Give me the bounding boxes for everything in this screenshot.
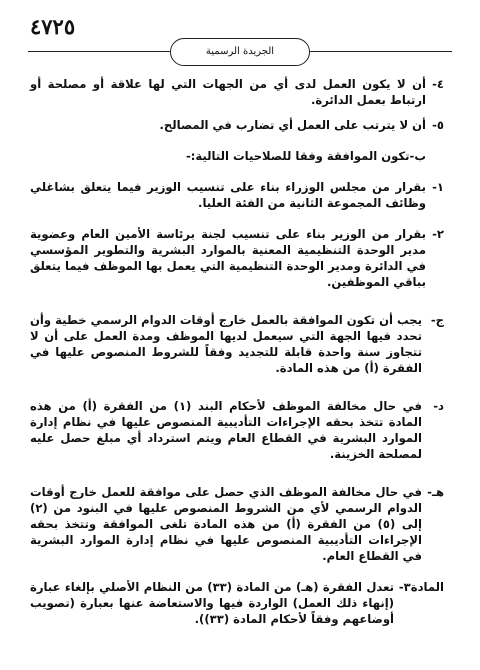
- article-label: المادة٣-: [398, 580, 444, 594]
- clause-5: [30, 117, 444, 133]
- paragraph-text: في حال مخالفة الموظف الذي حصل على موافقة للعمل خارج أوقات الدوام الرسمي لأي من الشروط المنصوص عليها في البنود من (٢) إلى (٥) من الفقرة (أ) من هذه المادة تلغى الموافقة وتتخذ بحقه الإجراءات التأديبية المنصوص عليها في نظام إدارة الموارد البشرية في القطاع العام.: [30, 485, 422, 563]
- clause-text: بقرار من الوزير بناء على تنسيب لجنة برئاسة الأمين العام وعضوية مدير الوحدة التنظيمية المعنية بالموارد البشرية والتطوير المؤسسي في الدائرة ومدير الوحدة التنظيمية التي يعمل بها الموظف فيما يتعلق بباقي الموظفين.: [30, 227, 426, 289]
- document-body: [30, 76, 444, 627]
- page-number: ٤٧٢٥: [30, 14, 76, 39]
- paragraph-label: د-: [433, 399, 444, 413]
- paragraph-h: [30, 484, 444, 564]
- paragraph-b-heading: ب-تكون الموافقة وفقا للصلاحيات التالية:-: [185, 149, 426, 163]
- paragraph-label: ج-: [430, 313, 444, 327]
- gazette-title: الجريدة الرسمية: [170, 38, 310, 66]
- paragraph-text: يجب أن تكون الموافقة بالعمل خارج أوقات الدوام الرسمي خطية وأن تحدد فيها الجهة التي سيعمل لديها الموظف ومدة العمل على أن لا تتجاوز سنة واحدة قابلة للتجديد وفقاً للشروط المنصوص عليها في الفقرة (أ) من هذه المادة.: [30, 313, 422, 375]
- clause-label: ٤-: [432, 77, 444, 91]
- clause-label: ٢-: [432, 227, 444, 241]
- paragraph-label: هـ-: [427, 485, 444, 499]
- article-text: تعدل الفقرة (هـ) من المادة (٣٣) من النظام الأصلي بإلغاء عبارة (إنهاء ذلك العمل) الواردة فيها والاستعاضة عنها بعبارة (تصويب أوضاعهم وفقاً لأحكام المادة (٣٣)).: [30, 580, 394, 626]
- paragraph-d: [30, 398, 444, 462]
- paragraph-j: [30, 312, 444, 376]
- article-3: [30, 579, 444, 627]
- clause-4: [30, 76, 444, 108]
- clause-b1: [30, 179, 444, 211]
- clause-b2: [30, 226, 444, 290]
- clause-text: بقرار من مجلس الوزراء بناء على تنسيب الوزير فيما يتعلق بشاغلي وظائف المجموعة الثانية من الفئة العليا.: [30, 180, 426, 210]
- clause-text: أن لا يترتب على العمل أي تضارب في المصالح.: [159, 118, 426, 132]
- clause-label: ٥-: [432, 118, 444, 132]
- clause-text: أن لا يكون العمل لدى أي من الجهات التي لها علاقة أو مصلحة أو ارتباط بعمل الدائرة.: [30, 77, 426, 107]
- clause-label: ١-: [432, 180, 444, 194]
- paragraph-text: في حال مخالفة الموظف لأحكام البند (١) من الفقرة (أ) من هذه المادة تتخذ بحقه الإجراءات التأديبية المنصوص عليها في نظام إدارة الموارد البشرية في القطاع العام ويتم استرداد أي مبلغ حصل عليه لمصلحة الخزينة.: [30, 399, 423, 461]
